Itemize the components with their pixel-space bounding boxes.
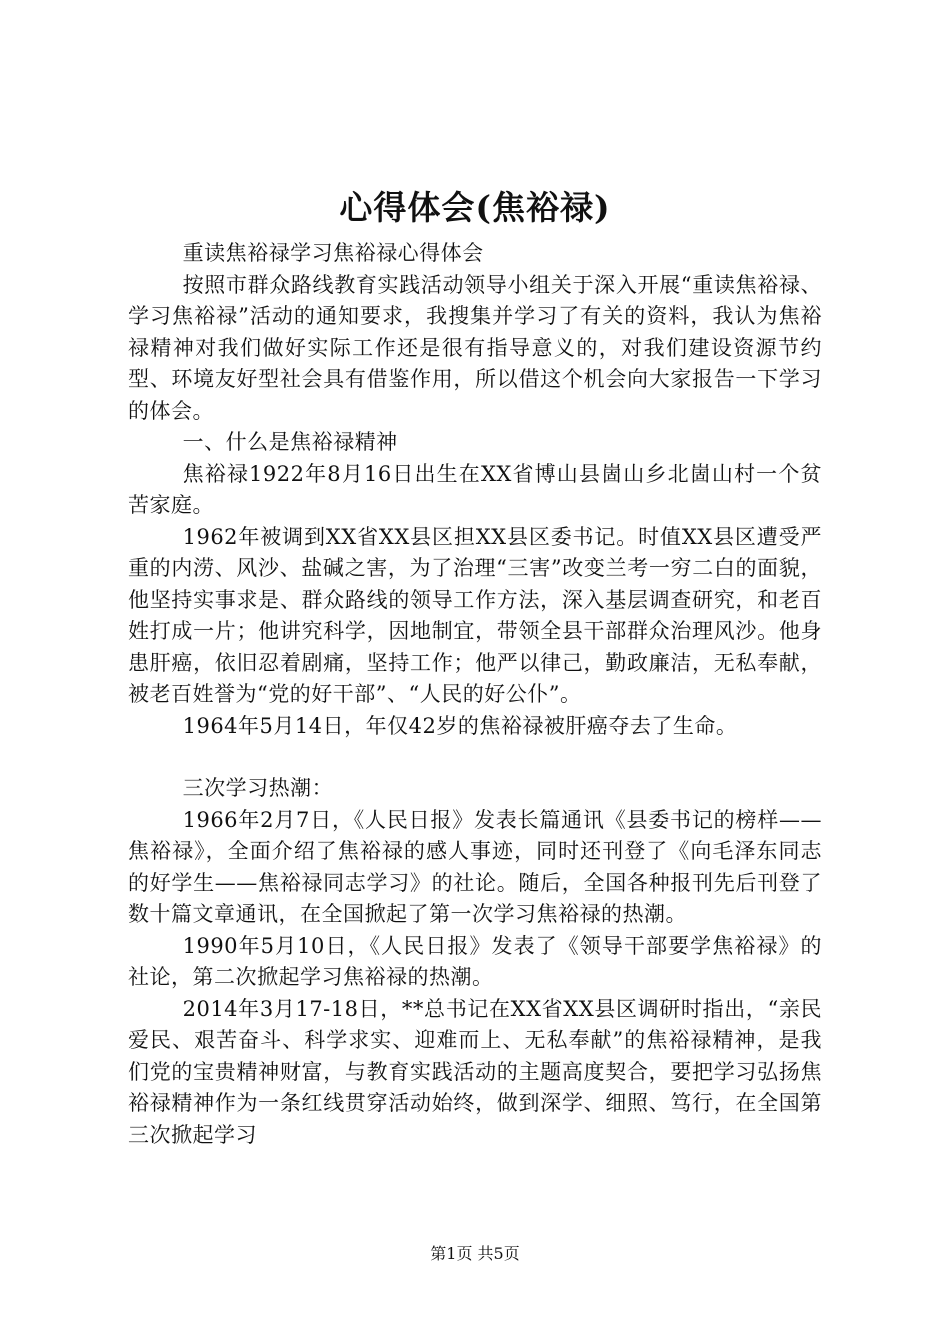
paragraph-three-waves-heading: 三次学习热潮： [182, 776, 334, 800]
paragraph-intro: 按照市群众路线教育实践活动领导小组关于深入开展“重读焦裕禄、学习焦裕禄”活动的通知要求，我搜集并学习了有关的资料，我认为焦裕禄精神对我们做好实际工作还是很有指导意义的，对我们建设资源节约型、环境友好型社会具有借鉴作用，所以借这个机会向大家报告一下学习的体会。 [128, 272, 822, 423]
paragraph-subtitle: 重读焦裕禄学习焦裕禄心得体会 [182, 241, 484, 265]
paragraph-1966: 1966年2月7日，《人民日报》发表长篇通讯《县委书记的榜样——焦裕禄》，全面介绍了焦裕禄的感人事迹，同时还刊登了《向毛泽东同志的好学生——焦裕禄同志学习》的社论。随后，全国各种报刊先后刊登了数十篇文章通讯，在全国掀起了第一次学习焦裕禄的热潮。 [128, 807, 822, 926]
paragraph-1964: 1964年5月14日，年仅42岁的焦裕禄被肝癌夺去了生命。 [182, 713, 738, 738]
section-heading: 一、什么是焦裕禄精神 [182, 430, 398, 454]
document-body [128, 238, 822, 1151]
page-number-footer: 第1页 共5页 [430, 1244, 520, 1263]
document-title: 心得体会(焦裕禄) [339, 188, 611, 227]
paragraph-1990: 1990年5月10日，《人民日报》发表了《领导干部要学焦裕禄》的社论，第二次掀起学习焦裕禄的热潮。 [128, 933, 822, 989]
paragraph-birth: 焦裕禄1922年8月16日出生在XX省博山县崮山乡北崮山村一个贫苦家庭。 [128, 461, 822, 517]
paragraph-1962: 1962年被调到XX省XX县区担XX县区委书记。时值XX县区遭受严重的内涝、风沙、盐碱之害，为了治理“三害”改变兰考一穷二白的面貌，他坚持实事求是、群众路线的领导工作方法，深入基层调查研究，和老百姓打成一片；他讲究科学，因地制宜，带领全县干部群众治理风沙。他身患肝癌，依旧忍着剧痛，坚持工作；他严以律己，勤政廉洁，无私奉献，被老百姓誉为“党的好干部”、“人民的好公仆”。 [128, 524, 822, 706]
paragraph-2014: 2014年3月17-18日，**总书记在XX省XX县区调研时指出，“亲民爱民、艰苦奋斗、科学求实、迎难而上、无私奉献”的焦裕禄精神，是我们党的宝贵精神财富，与教育实践活动的主题高度契合，要把学习弘扬焦裕禄精神作为一条红线贯穿活动始终，做到深学、细照、笃行，在全国第三次掀起学习 [128, 996, 822, 1147]
